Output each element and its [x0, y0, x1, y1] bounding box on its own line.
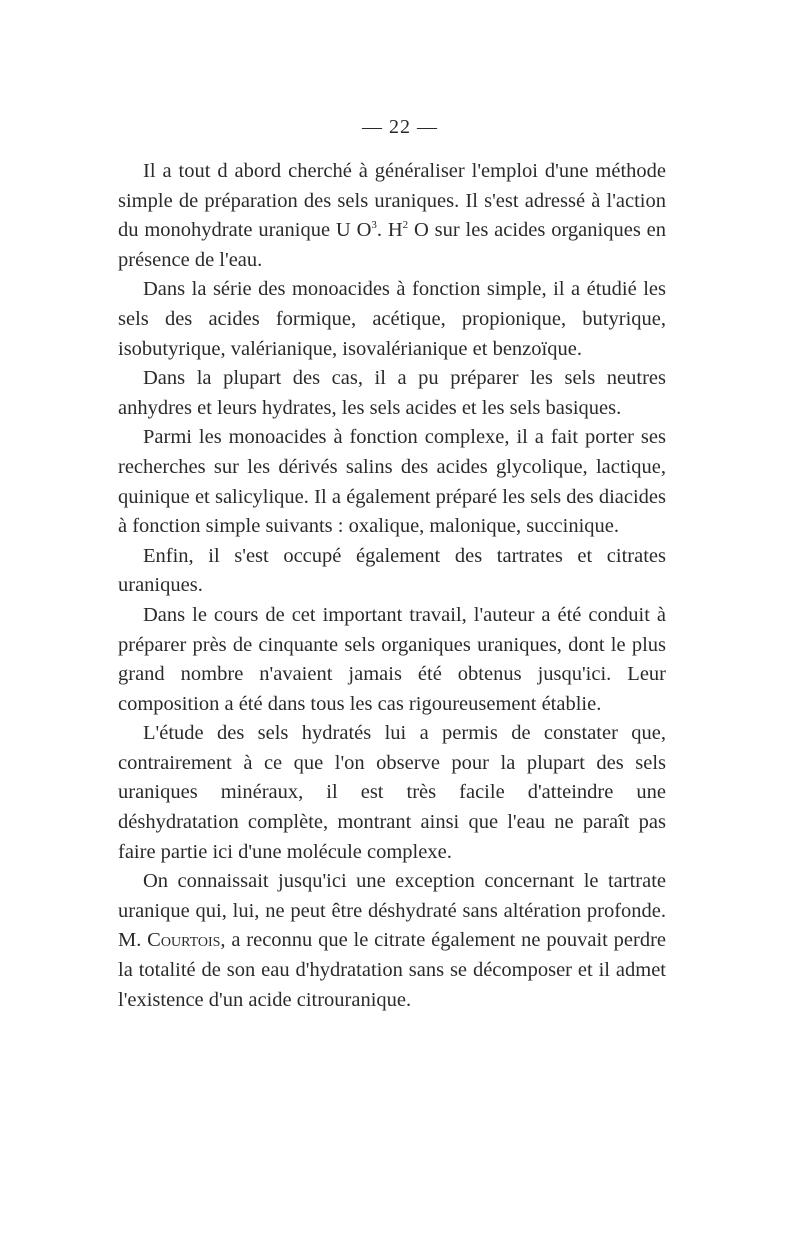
superscript-2: 2: [402, 219, 409, 232]
paragraph-8-text-b: , a reconnu que le citrate également ne pouvait perdre la totalité de son eau d'hydratation sans se décomposer et il admet l'existence d'un acide citrouranique.: [118, 929, 666, 1011]
page-number: — 22 —: [362, 116, 438, 138]
paragraph-1-text-a: Il a tout d abord cherché à généraliser l'emploi d'une méthode simple de préparation des sels uraniques. Il s'est adressé à l'action du monohydrate uranique U O: [118, 160, 666, 242]
paragraph-6: Dans le cours de cet important travail, l'auteur a été conduit à préparer près de cinquante sels organiques uraniques, dont le plus grand nombre n'avaient jamais été obtenus jusqu'ici. Leur composition a été dans tous les cas rigoureusement établie.: [118, 603, 666, 715]
body-text: [118, 157, 666, 1015]
paragraph-1: [118, 157, 666, 275]
paragraph-1-text-b: . H: [376, 219, 403, 242]
author-name: Courtois: [147, 929, 221, 952]
paragraph-8: [118, 867, 666, 1015]
paragraph-1-text-c: O sur les acides organiques en présence de l'eau.: [118, 219, 666, 271]
paragraph-8-text-a: On connaissait jusqu'ici une exception concernant le tartrate uranique qui, lui, ne peut être déshydraté sans altération profonde. M.: [118, 870, 666, 952]
paragraph-4: Parmi les monoacides à fonction complexe, il a fait porter ses recherches sur les dérivés salins des acides glycolique, lactique, quinique et salicylique. Il a également préparé les sels des diacides à fonction simple suivants : oxalique, malonique, succinique.: [118, 426, 666, 538]
superscript-3: 3: [371, 219, 377, 232]
paragraph-7: L'étude des sels hydratés lui a permis de constater que, contrairement à ce que l'on observe pour la plupart des sels uraniques minéraux, il est très facile d'atteindre une déshydratation complète, montrant ainsi que l'eau ne paraît pas faire partie ici d'une molécule complexe.: [118, 722, 666, 863]
paragraph-3: Dans la plupart des cas, il a pu préparer les sels neutres anhydres et leurs hydrates, les sels acides et les sels basiques.: [118, 367, 666, 419]
paragraph-2: Dans la série des monoacides à fonction simple, il a étudié les sels des acides formique, acétique, propionique, butyrique, isobutyrique, valérianique, isovalérianique et benzoïque.: [118, 278, 666, 360]
paragraph-5: Enfin, il s'est occupé également des tartrates et citrates uraniques.: [118, 544, 666, 597]
